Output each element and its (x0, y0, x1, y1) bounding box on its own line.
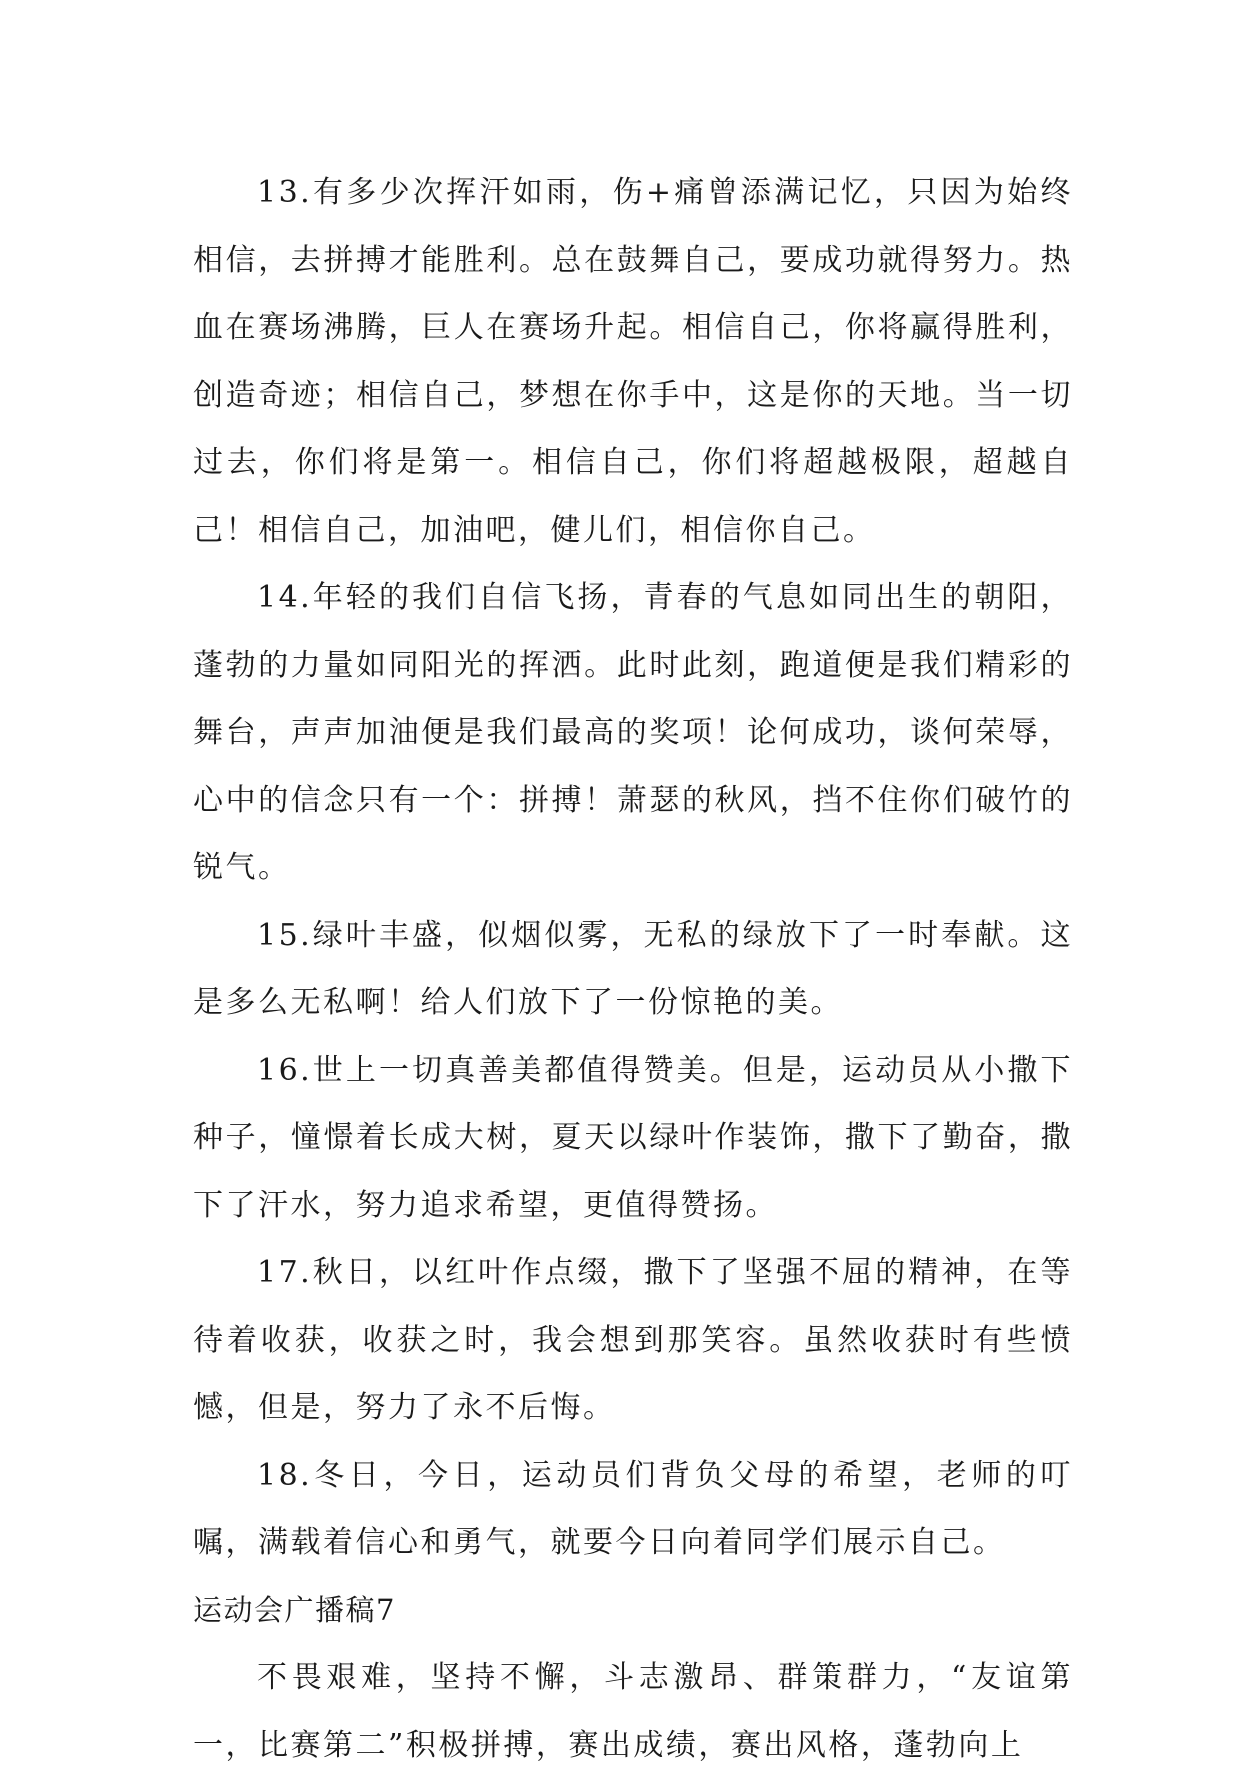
paragraph-18: 18.冬日，今日，运动员们背负父母的希望，老师的叮嘱，满载着信心和勇气，就要今日向着同学们展示自己。 (193, 1457, 1073, 1560)
paragraph-final: 不畏艰难，坚持不懈，斗志激昂、群策群力，“友谊第一，比赛第二”积极拼搏，赛出成绩，赛出风格，蓬勃向上 (193, 1660, 1073, 1763)
paragraph-14: 14.年轻的我们自信飞扬，青春的气息如同出生的朝阳，蓬勃的力量如同阳光的挥洒。此时此刻，跑道便是我们精彩的舞台，声声加油便是我们最高的奖项！论何成功，谈何荣辱，心中的信念只有一个：拼搏！萧瑟的秋风，挡不住你们破竹的锐气。 (193, 580, 1073, 885)
document-body (193, 159, 1073, 1779)
paragraph-16: 16.世上一切真善美都值得赞美。但是，运动员从小撒下种子，憧憬着长成大树，夏天以绿叶作装饰，撒下了勤奋，撒下了汗水，努力追求希望，更值得赞扬。 (193, 1052, 1073, 1223)
paragraph-13: 13.有多少次挥汗如雨，伤+痛曾添满记忆，只因为始终相信，去拼搏才能胜利。总在鼓舞自己，要成功就得努力。热血在赛场沸腾，巨人在赛场升起。相信自己，你将赢得胜利，创造奇迹；相信自己，梦想在你手中，这是你的天地。当一切过去，你们将是第一。相信自己，你们将超越极限，超越自己！相信自己，加油吧，健儿们，相信你自己。 (193, 175, 1073, 548)
paragraph-17: 17.秋日，以红叶作点缀，撒下了坚强不屈的精神，在等待着收获，收获之时，我会想到那笑容。虽然收获时有些愤憾，但是，努力了永不后悔。 (193, 1255, 1073, 1425)
paragraph-15: 15.绿叶丰盛，似烟似雾，无私的绿放下了一时奉献。这是多么无私啊！给人们放下了一份惊艳的美。 (193, 917, 1073, 1020)
section-heading: 运动会广播稿7 (193, 1592, 396, 1627)
